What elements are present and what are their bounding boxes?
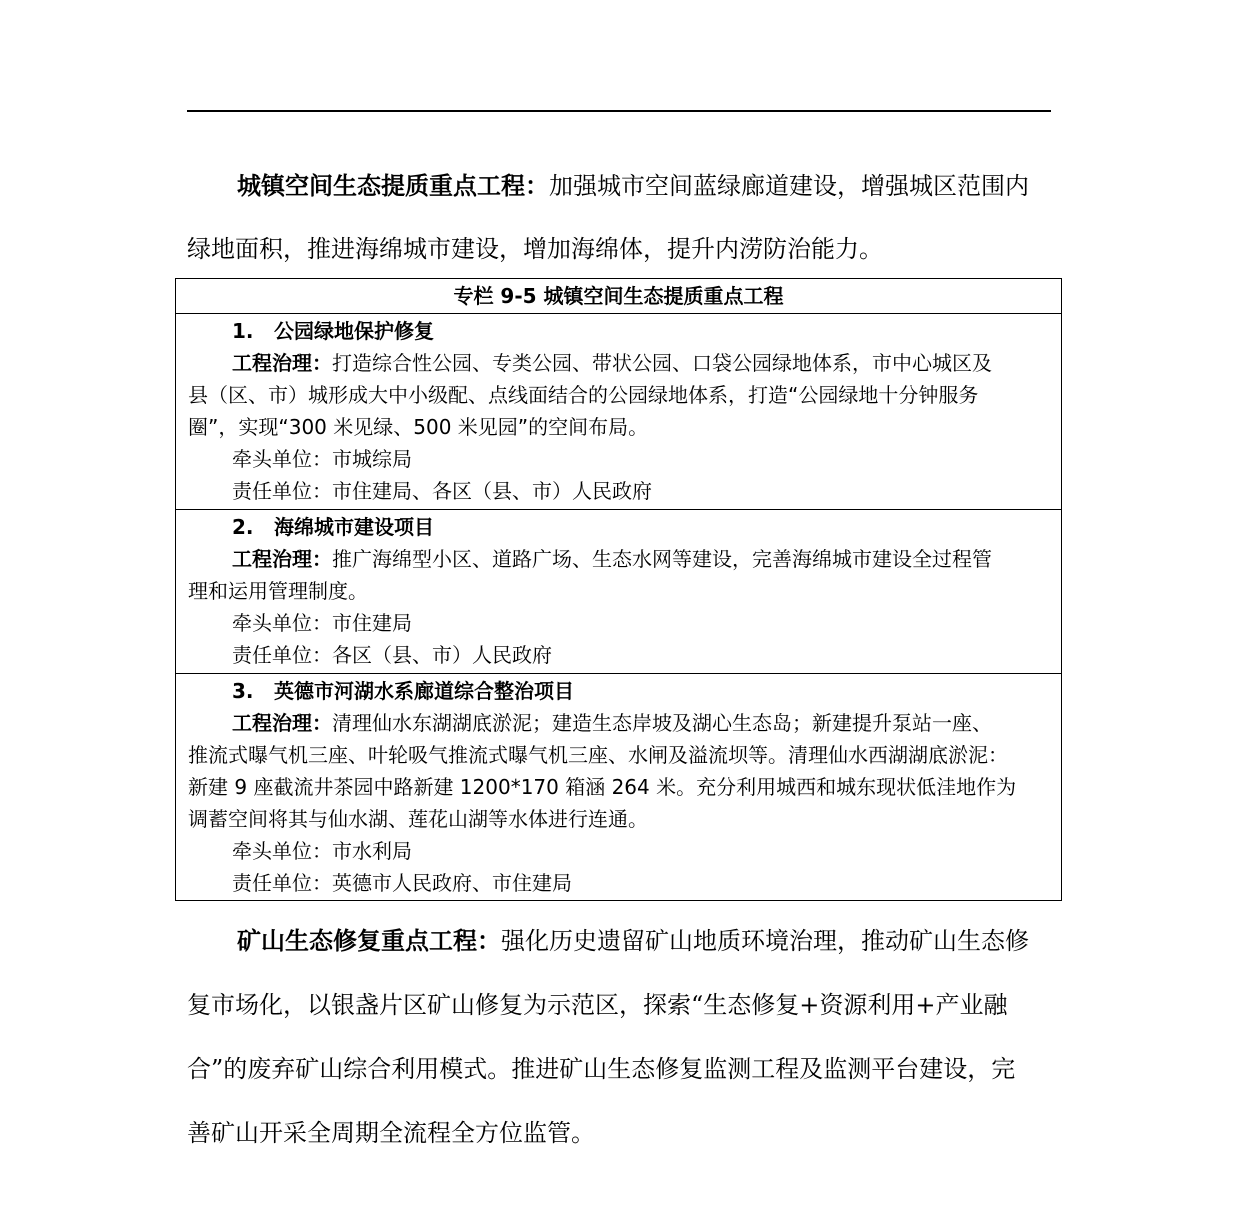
section-3-heading: 3. 英德市河湖水系廊道综合整治项目 (232, 679, 574, 703)
intro-text-1: 加强城市空间蓝绿廊道建设，增强城区范围内 (549, 172, 1029, 200)
section-2-line-2: 理和运用管理制度。 (188, 579, 368, 603)
section-1-lead-unit: 牵头单位：市城综局 (232, 447, 412, 471)
outro-line-3: 合”的废弃矿山综合利用模式。推进矿山生态修复监测工程及监测平台建设，完 (187, 1055, 1016, 1083)
column-box (175, 278, 1062, 901)
outro-line-2: 复市场化，以银盏片区矿山修复为示范区，探索“生态修复+资源利用+产业融 (187, 991, 1008, 1019)
section-2-resp-unit: 责任单位：各区（县、市）人民政府 (232, 643, 552, 667)
section-3-resp-unit: 责任单位：英德市人民政府、市住建局 (232, 871, 572, 895)
section-3-line-2: 推流式曝气机三座、叶轮吸气推流式曝气机三座、水闸及溢流坝等。清理仙水西湖湖底淤泥： (188, 743, 1008, 767)
section-1-line-2: 县（区、市）城形成大中小级配、点线面结合的公园绿地体系，打造“公园绿地十分钟服务 (188, 383, 979, 407)
header-rule (187, 110, 1051, 112)
section-1-line-1: 工程治理：打造综合性公园、专类公园、带状公园、口袋公园绿地体系，市中心城区及 (232, 351, 992, 375)
outro-line-1 (237, 921, 1029, 956)
outro-line-4: 善矿山开采全周期全流程全方位监管。 (187, 1119, 595, 1147)
intro-line-2: 绿地面积，推进海绵城市建设，增加海绵体，提升内涝防治能力。 (187, 235, 883, 263)
section-divider-2 (176, 673, 1061, 674)
section-1-resp-unit: 责任单位：市住建局、各区（县、市）人民政府 (232, 479, 652, 503)
outro-lead: 矿山生态修复重点工程： (237, 926, 501, 955)
section-2-line-1: 工程治理：推广海绵型小区、道路广场、生态水网等建设，完善海绵城市建设全过程管 (232, 547, 992, 571)
outro-text-1: 强化历史遗留矿山地质环境治理，推动矿山生态修 (501, 927, 1029, 955)
section-3-line-4: 调蓄空间将其与仙水湖、莲花山湖等水体进行连通。 (188, 807, 648, 831)
section-1-line-3: 圈”，实现“300 米见绿、500 米见园”的空间布局。 (188, 415, 649, 439)
section-2-lead-unit: 牵头单位：市住建局 (232, 611, 412, 635)
section-1-heading: 1. 公园绿地保护修复 (232, 319, 434, 343)
section-3-line-3: 新建 9 座截流井茶园中路新建 1200*170 箱涵 264 米。充分利用城西和城东现状低洼地作为 (188, 775, 1017, 799)
section-3-line-1: 工程治理：清理仙水东湖湖底淤泥；建造生态岸坡及湖心生态岛；新建提升泵站一座、 (232, 711, 992, 735)
section-divider-1 (176, 509, 1061, 510)
intro-line-1 (237, 166, 1029, 201)
section-2-heading: 2. 海绵城市建设项目 (232, 515, 434, 539)
intro-lead: 城镇空间生态提质重点工程： (237, 171, 549, 200)
section-3-lead-unit: 牵头单位：市水利局 (232, 839, 412, 863)
column-title: 专栏 9-5 城镇空间生态提质重点工程 (176, 279, 1061, 314)
